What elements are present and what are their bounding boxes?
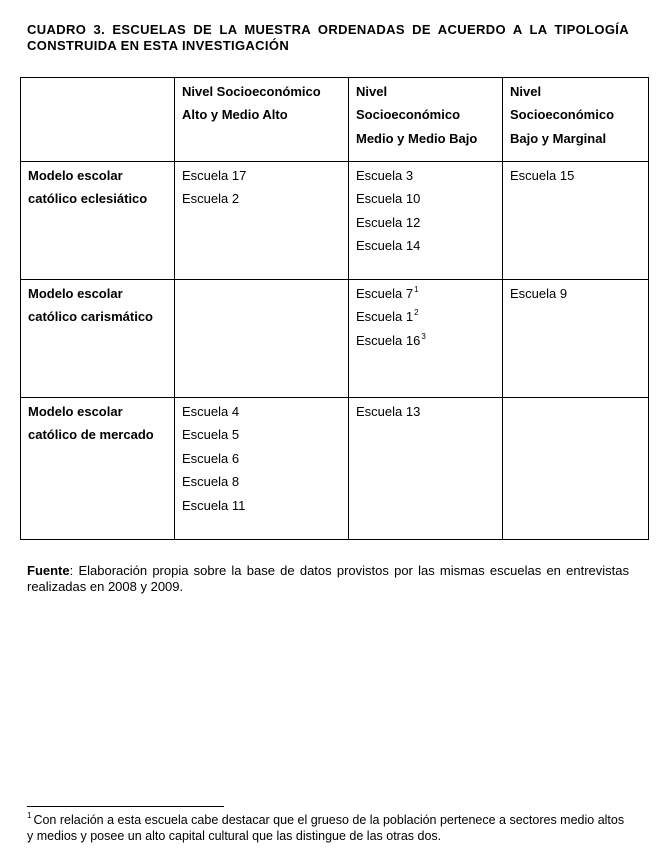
header-medio-medio-bajo	[349, 78, 503, 162]
header-alto-medio-alto	[175, 78, 349, 162]
header-line: Bajo y Marginal	[510, 130, 607, 146]
row-label-mercado	[21, 398, 175, 540]
source-note	[27, 563, 629, 595]
school-entry: Escuela 8	[182, 474, 240, 490]
row-label-line: católico eclesiático	[28, 191, 148, 207]
footnote-separator	[27, 806, 224, 807]
cell-medio	[349, 280, 503, 398]
cell-alto	[175, 162, 349, 280]
source-text: : Elaboración propia sobre la base de datos provistos por las mismas escuelas en entrevistas realizadas en 2008 y 2009.	[27, 563, 629, 594]
school-entry: Escuela 11	[182, 497, 246, 513]
row-label-line: Modelo escolar	[28, 168, 123, 183]
header-line: Nivel	[356, 84, 388, 99]
cell-alto	[175, 398, 349, 540]
table-row-mercado	[21, 398, 649, 540]
school-entry: Escuela 10	[356, 191, 421, 207]
school-entry: Escuela 13	[356, 404, 421, 419]
cell-bajo	[503, 280, 649, 398]
table-row-eclesiastico	[21, 162, 649, 280]
cell-bajo	[503, 162, 649, 280]
cell-alto	[175, 280, 349, 398]
school-entry: Escuela 17	[182, 168, 247, 183]
cell-medio	[349, 398, 503, 540]
footnote-marker: 1	[27, 811, 32, 820]
school-entry	[356, 282, 496, 305]
header-line: Nivel	[510, 84, 542, 99]
header-line: Alto y Medio Alto	[182, 107, 288, 123]
header-bajo-marginal	[503, 78, 649, 162]
footnote	[27, 812, 632, 844]
table-title: CUADRO 3. ESCUELAS DE LA MUESTRA ORDENADAS DE ACUERDO A LA TIPOLOGÍA CONSTRUIDA EN ESTA INVESTIGACIÓN	[27, 22, 629, 53]
school-entry: Escuela 2	[182, 191, 240, 207]
header-row	[21, 78, 649, 162]
cell-bajo	[503, 398, 649, 540]
header-line: Medio y Medio Bajo	[356, 130, 478, 146]
row-label-line: Modelo escolar	[28, 404, 123, 419]
footnote-ref: 1	[414, 285, 419, 294]
school-entry: Escuela 4	[182, 404, 240, 419]
row-label-line: católico carismático	[28, 309, 153, 325]
school-entry	[356, 329, 496, 352]
footnote-ref: 2	[414, 308, 419, 318]
table-row-carismatico	[21, 280, 649, 398]
school-entry: Escuela 3	[356, 168, 414, 183]
header-line: Socioeconómico	[510, 107, 615, 123]
header-empty-cell	[21, 78, 175, 162]
school-entry: Escuela 15	[510, 168, 575, 183]
school-entry: Escuela 14	[356, 238, 421, 254]
schools-typology-table	[20, 77, 649, 540]
cell-medio	[349, 162, 503, 280]
row-label-line: Modelo escolar	[28, 286, 123, 301]
school-entry: Escuela 9	[510, 286, 568, 301]
footnote-ref: 3	[421, 331, 426, 341]
source-label: Fuente	[27, 563, 70, 578]
row-label-eclesiastico	[21, 162, 175, 280]
school-name: Escuela 16	[356, 332, 421, 348]
row-label-line: católico de mercado	[28, 427, 154, 443]
school-entry: Escuela 5	[182, 427, 240, 443]
school-name: Escuela 1	[356, 309, 414, 325]
school-entry: Escuela 12	[356, 214, 421, 230]
footnote-text: Con relación a esta escuela cabe destacar que el grueso de la población pertenece a sectores medio altos y medios y posee un alto capital cultural que las distingue de las otras dos.	[27, 813, 625, 843]
school-name: Escuela 7	[356, 286, 414, 301]
header-line: Nivel Socioeconómico	[182, 84, 321, 99]
school-entry: Escuela 6	[182, 450, 240, 466]
row-label-carismatico	[21, 280, 175, 398]
header-line: Socioeconómico	[356, 107, 461, 123]
school-entry	[356, 305, 496, 328]
